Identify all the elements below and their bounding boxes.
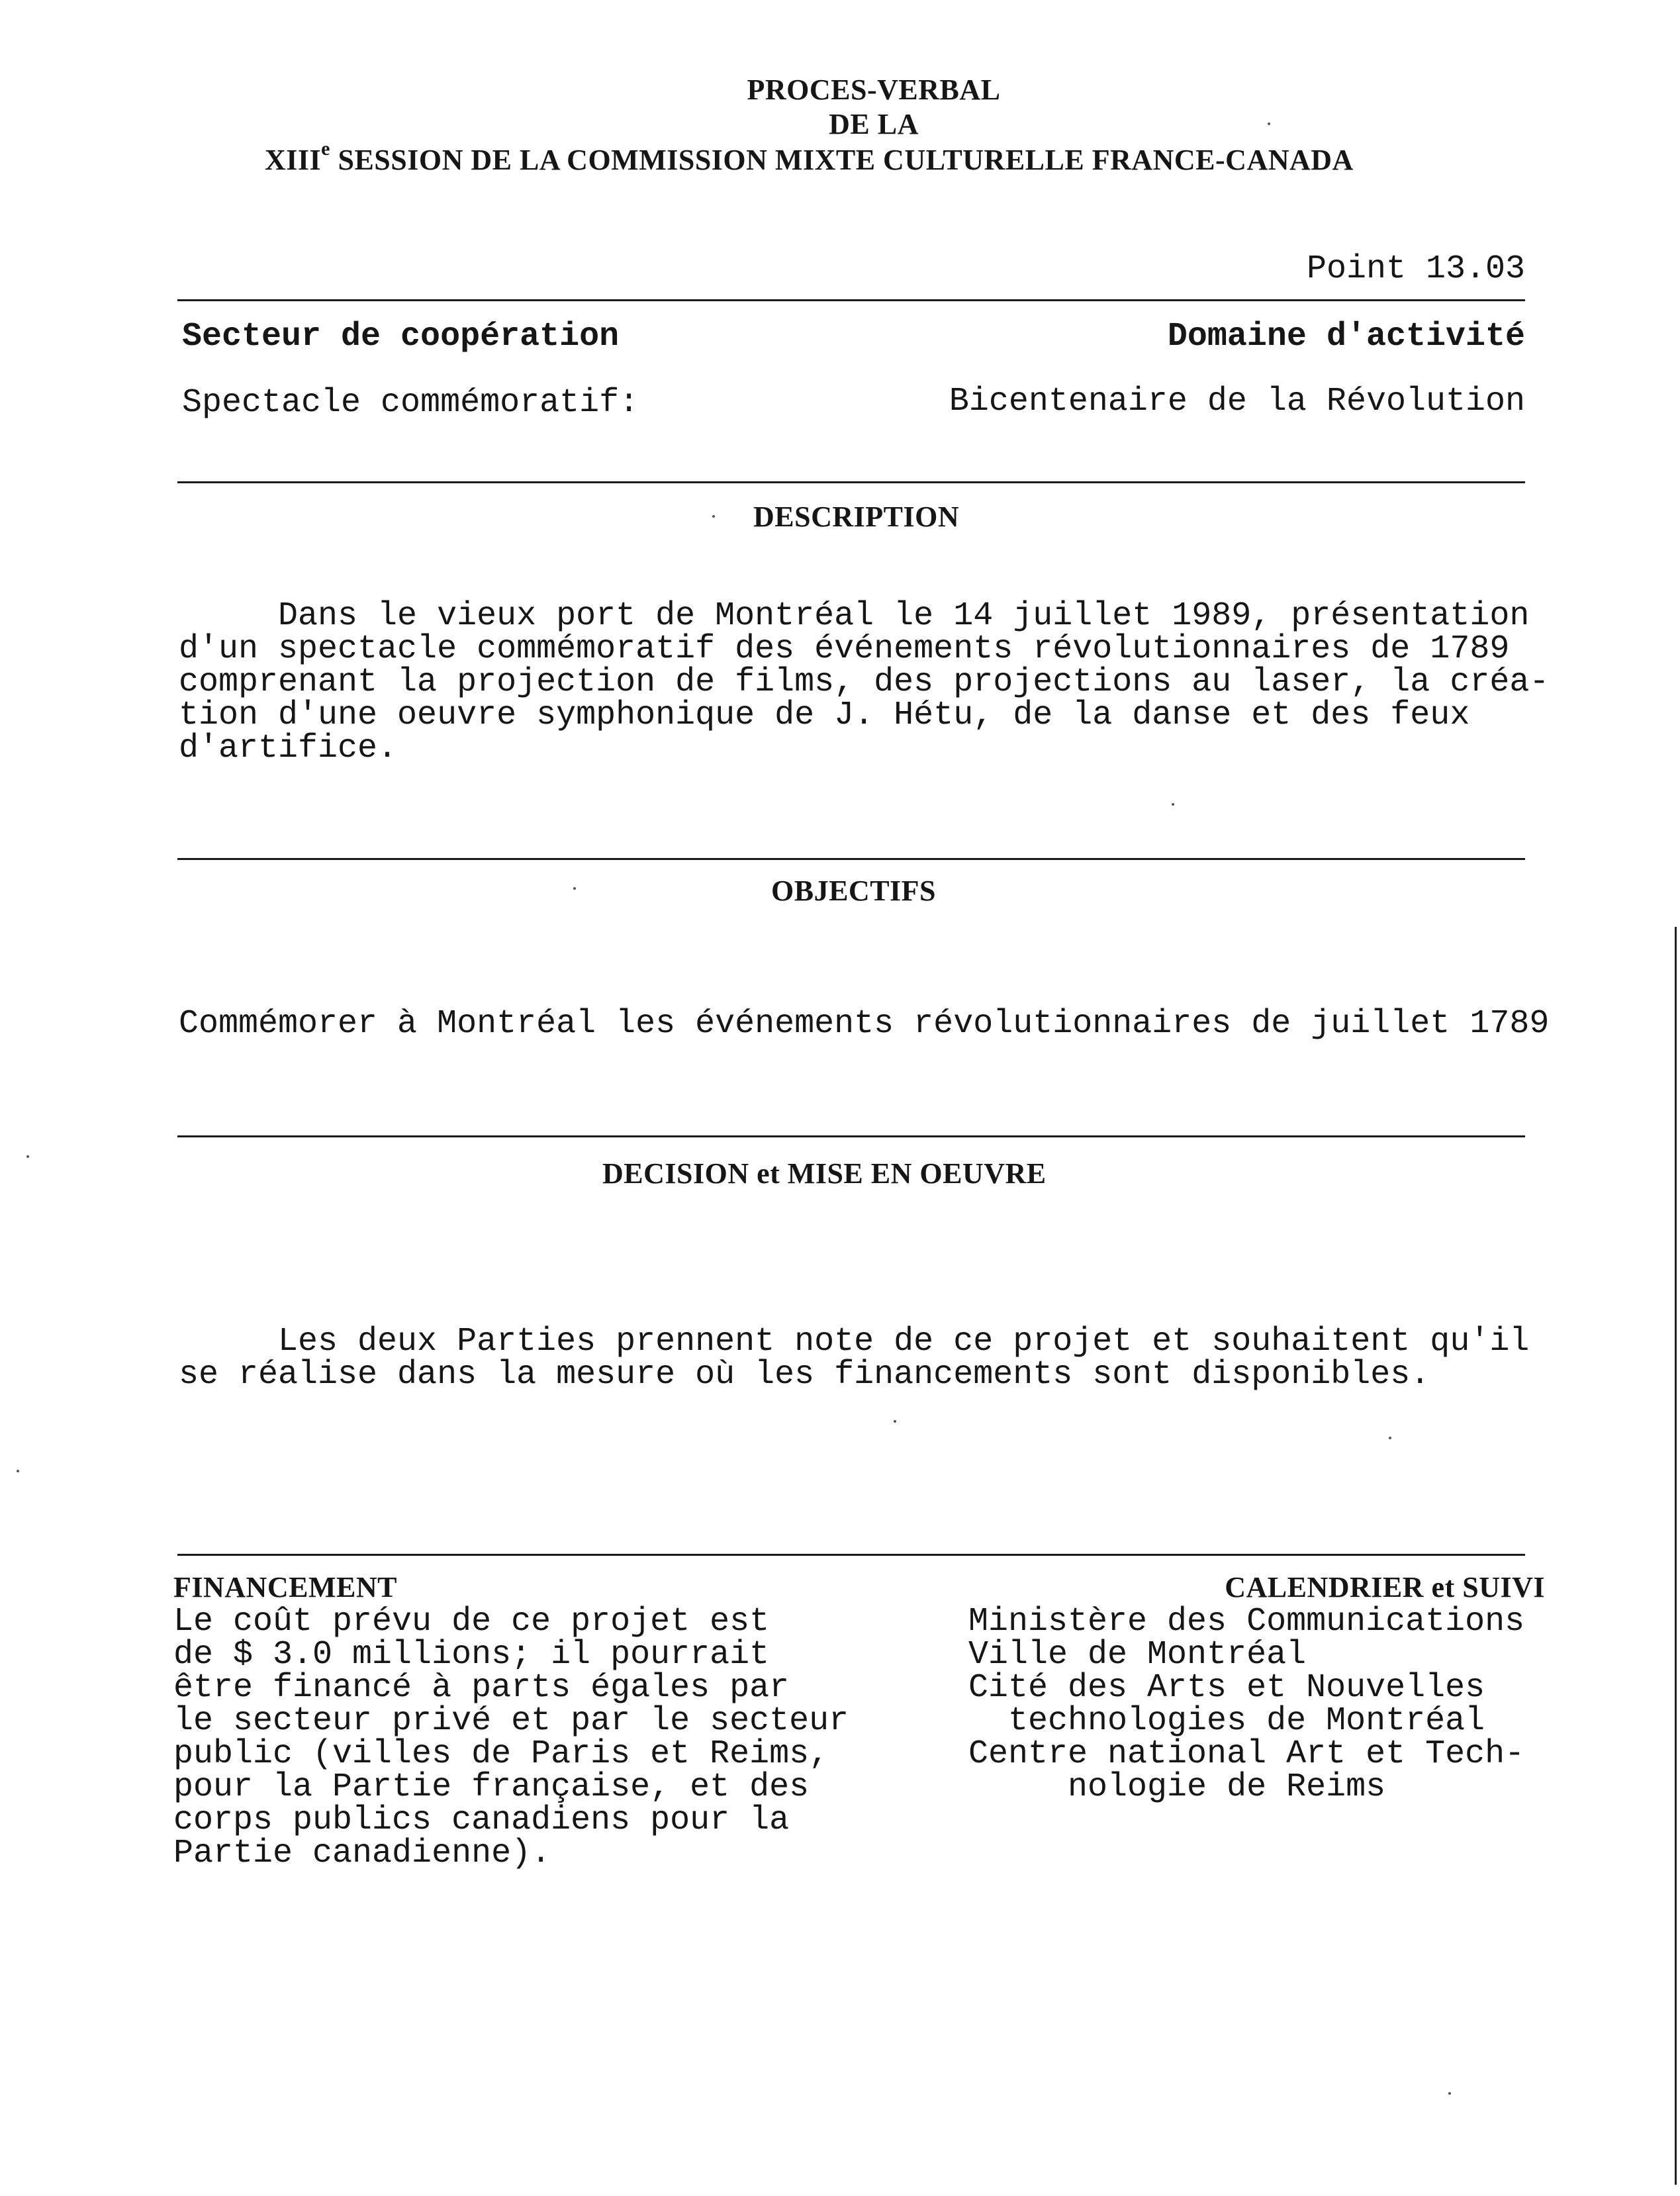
divider	[177, 481, 1525, 483]
financement-title: FINANCEMENT	[173, 1571, 397, 1603]
calendrier-line-4: technologies de Montréal	[968, 1702, 1485, 1740]
calendrier-line-5: Centre national Art et Tech-	[968, 1735, 1525, 1773]
objectifs-title: OBJECTIFS	[771, 875, 937, 907]
header-title-line1: PROCES-VERBAL	[747, 73, 1001, 106]
domain-label: Domaine d'activité	[1167, 318, 1525, 356]
scan-speck	[1268, 122, 1270, 125]
scan-speck	[1448, 2092, 1451, 2095]
session-superscript: e	[321, 138, 330, 160]
scan-edge	[1675, 927, 1677, 2185]
decision-line-2: se réalise dans la mesure où les financements sont disponibles.	[179, 1356, 1430, 1394]
objectifs-text: Commémorer à Montréal les événements révolutionnaires de juillet 1789	[179, 1005, 1550, 1043]
divider	[177, 1135, 1525, 1137]
scan-speck	[1389, 1437, 1391, 1439]
financement-line-8: Partie canadienne).	[173, 1835, 551, 1872]
scan-speck	[573, 887, 576, 890]
financement-line-4: le secteur privé et par le secteur	[173, 1702, 849, 1740]
financement-line-1: Le coût prévu de ce projet est	[173, 1603, 770, 1641]
sector-label: Secteur de coopération	[182, 318, 620, 356]
description-line-3: comprenant la projection de films, des projections au laser, la créa-	[179, 663, 1550, 701]
scan-speck	[712, 515, 715, 518]
financement-line-7: corps publics canadiens pour la	[173, 1801, 790, 1839]
description-line-5: d'artifice.	[179, 730, 398, 767]
divider	[177, 1554, 1525, 1556]
domain-value: Bicentenaire de la Révolution	[949, 383, 1525, 420]
scan-speck	[1172, 803, 1174, 806]
header-title-line2: DE LA	[829, 108, 919, 140]
calendrier-line-1: Ministère des Communications	[968, 1603, 1525, 1641]
session-title: SESSION DE LA COMMISSION MIXTE CULTURELLE FRANCE-CANADA	[330, 144, 1354, 176]
divider	[177, 299, 1525, 301]
financement-line-2: de $ 3.0 millions; il pourrait	[173, 1636, 770, 1674]
point-number: Point 13.03	[1306, 250, 1525, 288]
description-line-1: Dans le vieux port de Montréal le 14 juillet 1989, présentation	[179, 597, 1530, 635]
session-number: XIII	[265, 144, 322, 176]
description-line-2: d'un spectacle commémoratif des événements révolutionnaires de 1789	[179, 630, 1510, 668]
divider	[177, 858, 1525, 860]
sector-value: Spectacle commémoratif:	[182, 384, 639, 422]
description-line-4: tion d'une oeuvre symphonique de J. Hétu, de la danse et des feux	[179, 696, 1470, 734]
scan-speck	[17, 1470, 19, 1472]
financement-line-6: pour la Partie française, et des	[173, 1768, 810, 1806]
scan-speck	[894, 1420, 896, 1423]
description-title: DESCRIPTION	[753, 501, 960, 533]
scan-speck	[26, 1155, 29, 1158]
calendrier-line-2: Ville de Montréal	[968, 1636, 1307, 1674]
calendrier-line-3: Cité des Arts et Nouvelles	[968, 1669, 1485, 1707]
financement-line-5: public (villes de Paris et Reims,	[173, 1735, 829, 1773]
calendrier-line-6: nologie de Reims	[968, 1768, 1386, 1806]
financement-line-3: être financé à parts égales par	[173, 1669, 790, 1707]
decision-title: DECISION et MISE EN OEUVRE	[602, 1157, 1047, 1190]
decision-line-1: Les deux Parties prennent note de ce projet et souhaitent qu'il	[179, 1323, 1530, 1361]
header-title-line3	[265, 138, 1354, 177]
calendrier-title: CALENDRIER et SUIVI	[1225, 1571, 1545, 1603]
